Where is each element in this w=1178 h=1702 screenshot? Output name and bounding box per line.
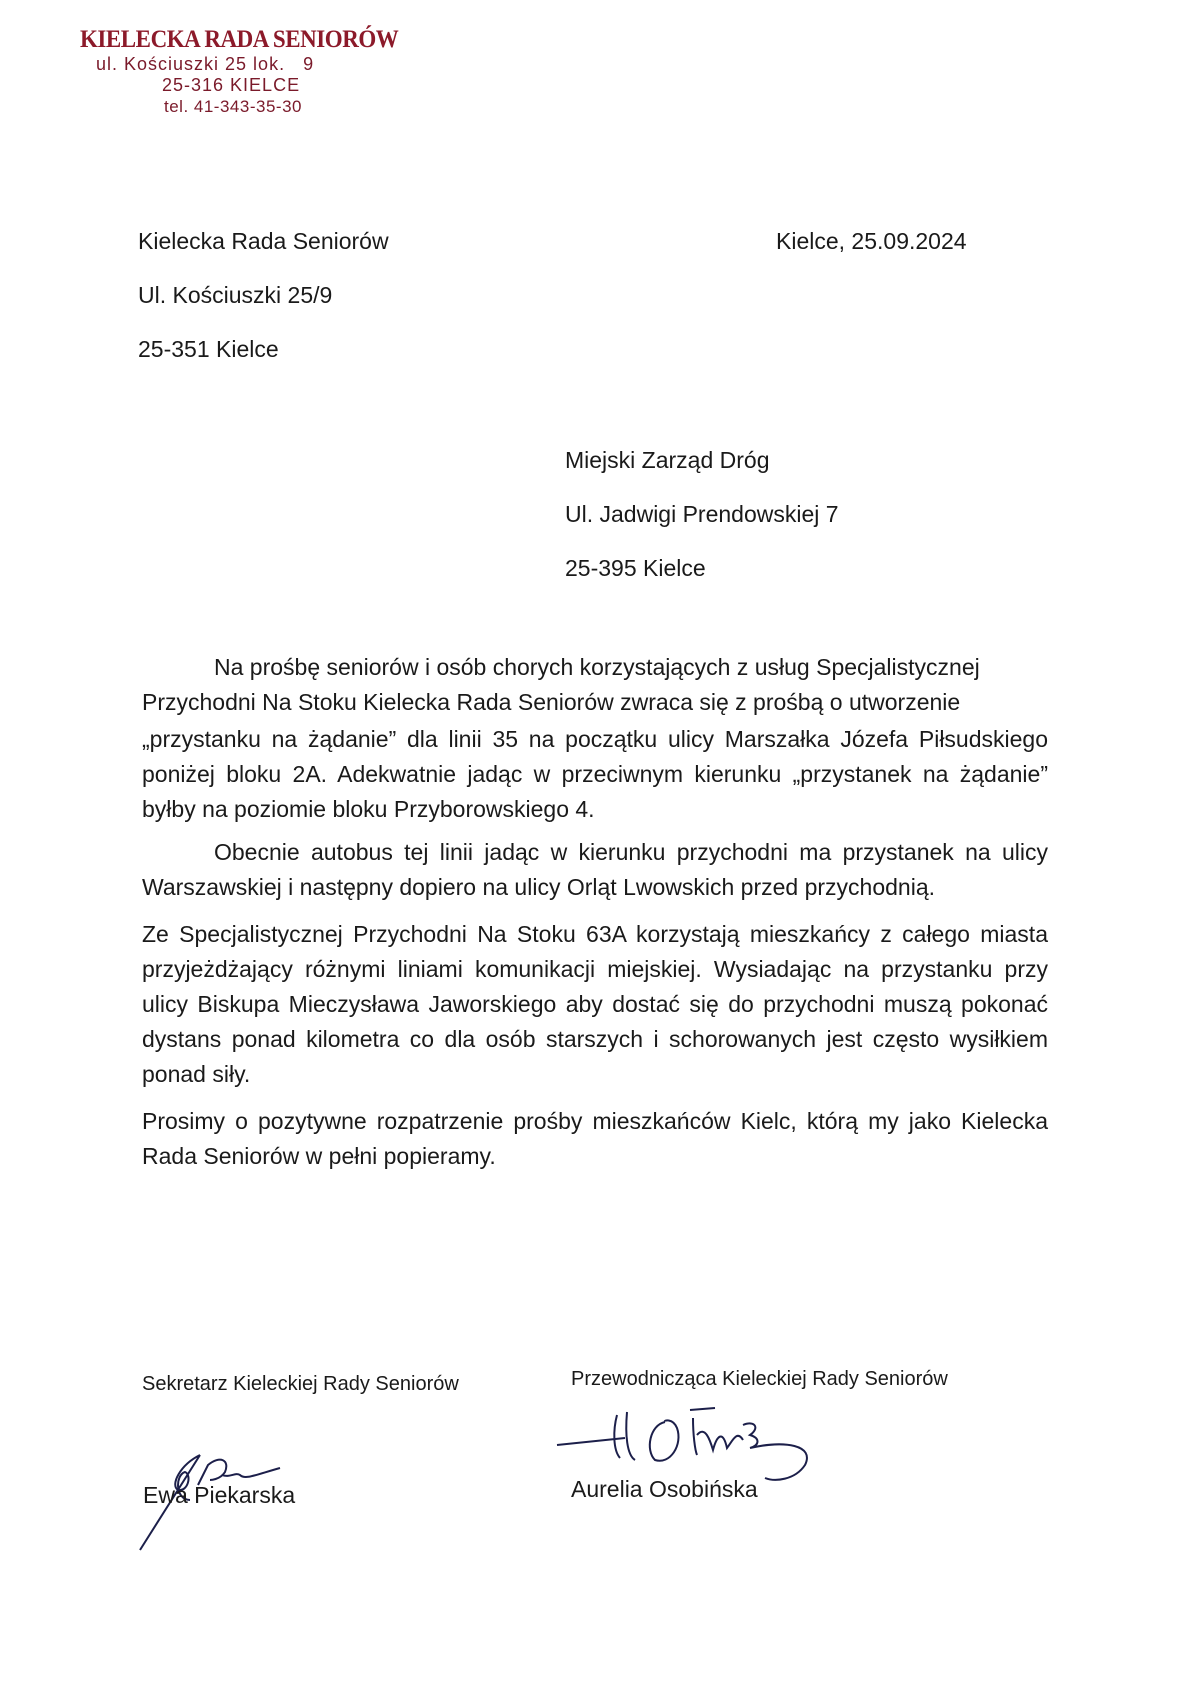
stamp-title: KIELECKA RADA SENIORÓW — [80, 26, 399, 53]
chairwoman-role: Przewodnicząca Kieleckiej Rady Seniorów — [571, 1368, 948, 1390]
chairwoman-name: Aurelia Osobińska — [571, 1476, 758, 1502]
recipient-city: 25-395 Kielce — [565, 555, 706, 581]
paragraph-3: Obecnie autobus tej linii jadąc w kierunku przychodni ma przystanek na ulicy Warszawskiej i następny dopiero na ulicy Orląt Lwowskich przed przychodnią. — [142, 839, 1048, 900]
sender-name: Kielecka Rada Seniorów — [138, 228, 389, 254]
stamp-postal: 25-316 KIELCE — [162, 75, 301, 95]
paragraph-5: Prosimy o pozytywne rozpatrzenie prośby mieszkańców Kielc, którą my jako Kielecka Rada Seniorów w pełni popieramy. — [142, 1108, 1048, 1169]
secretary-name: Ewa Piekarska — [143, 1482, 296, 1508]
recipient-street: Ul. Jadwigi Prendowskiej 7 — [565, 501, 839, 527]
paragraph-2: „przystanku na żądanie” dla linii 35 na początku ulicy Marszałka Józefa Piłsudskiego poniżej bloku 2A. Adekwatnie jadąc w przeciwnym kierunku „przystanek na żądanie” byłby na poziomie bloku Przyborowskiego 4. — [142, 726, 1048, 822]
sender-address — [138, 214, 389, 376]
paragraph-4: Ze Specjalistycznej Przychodni Na Stoku 63A korzystają mieszkańcy z całego miasta przyjeżdżający różnymi liniami komunikacji miejskiej. Wysiadając na przystanku przy ulicy Biskupa Mieczysława Jaworskiego aby dostać się do przychodni muszą pokonać dystans ponad kilometra co dla osób starszych i schorowanych jest często wysiłkiem ponad siły. — [142, 921, 1048, 1087]
date-line: Kielce, 25.09.2024 — [776, 228, 967, 254]
sender-city: 25-351 Kielce — [138, 336, 279, 362]
stamp-address: ul. Kościuszki 25 lok. 9 — [96, 54, 315, 74]
secretary-role: Sekretarz Kieleckiej Rady Seniorów — [142, 1373, 459, 1395]
sender-street: Ul. Kościuszki 25/9 — [138, 282, 333, 308]
recipient-address — [565, 433, 839, 595]
stamp-phone: tel. 41-343-35-30 — [164, 97, 302, 116]
organization-stamp — [80, 26, 400, 117]
letter-body — [142, 650, 1048, 1182]
recipient-name: Miejski Zarząd Dróg — [565, 447, 770, 473]
paragraph-1: Na prośbę seniorów i osób chorych korzystających z usług Specjalistycznej Przychodni Na Stoku Kielecka Rada Seniorów zwraca się z prośbą o utworzenie — [142, 654, 980, 715]
